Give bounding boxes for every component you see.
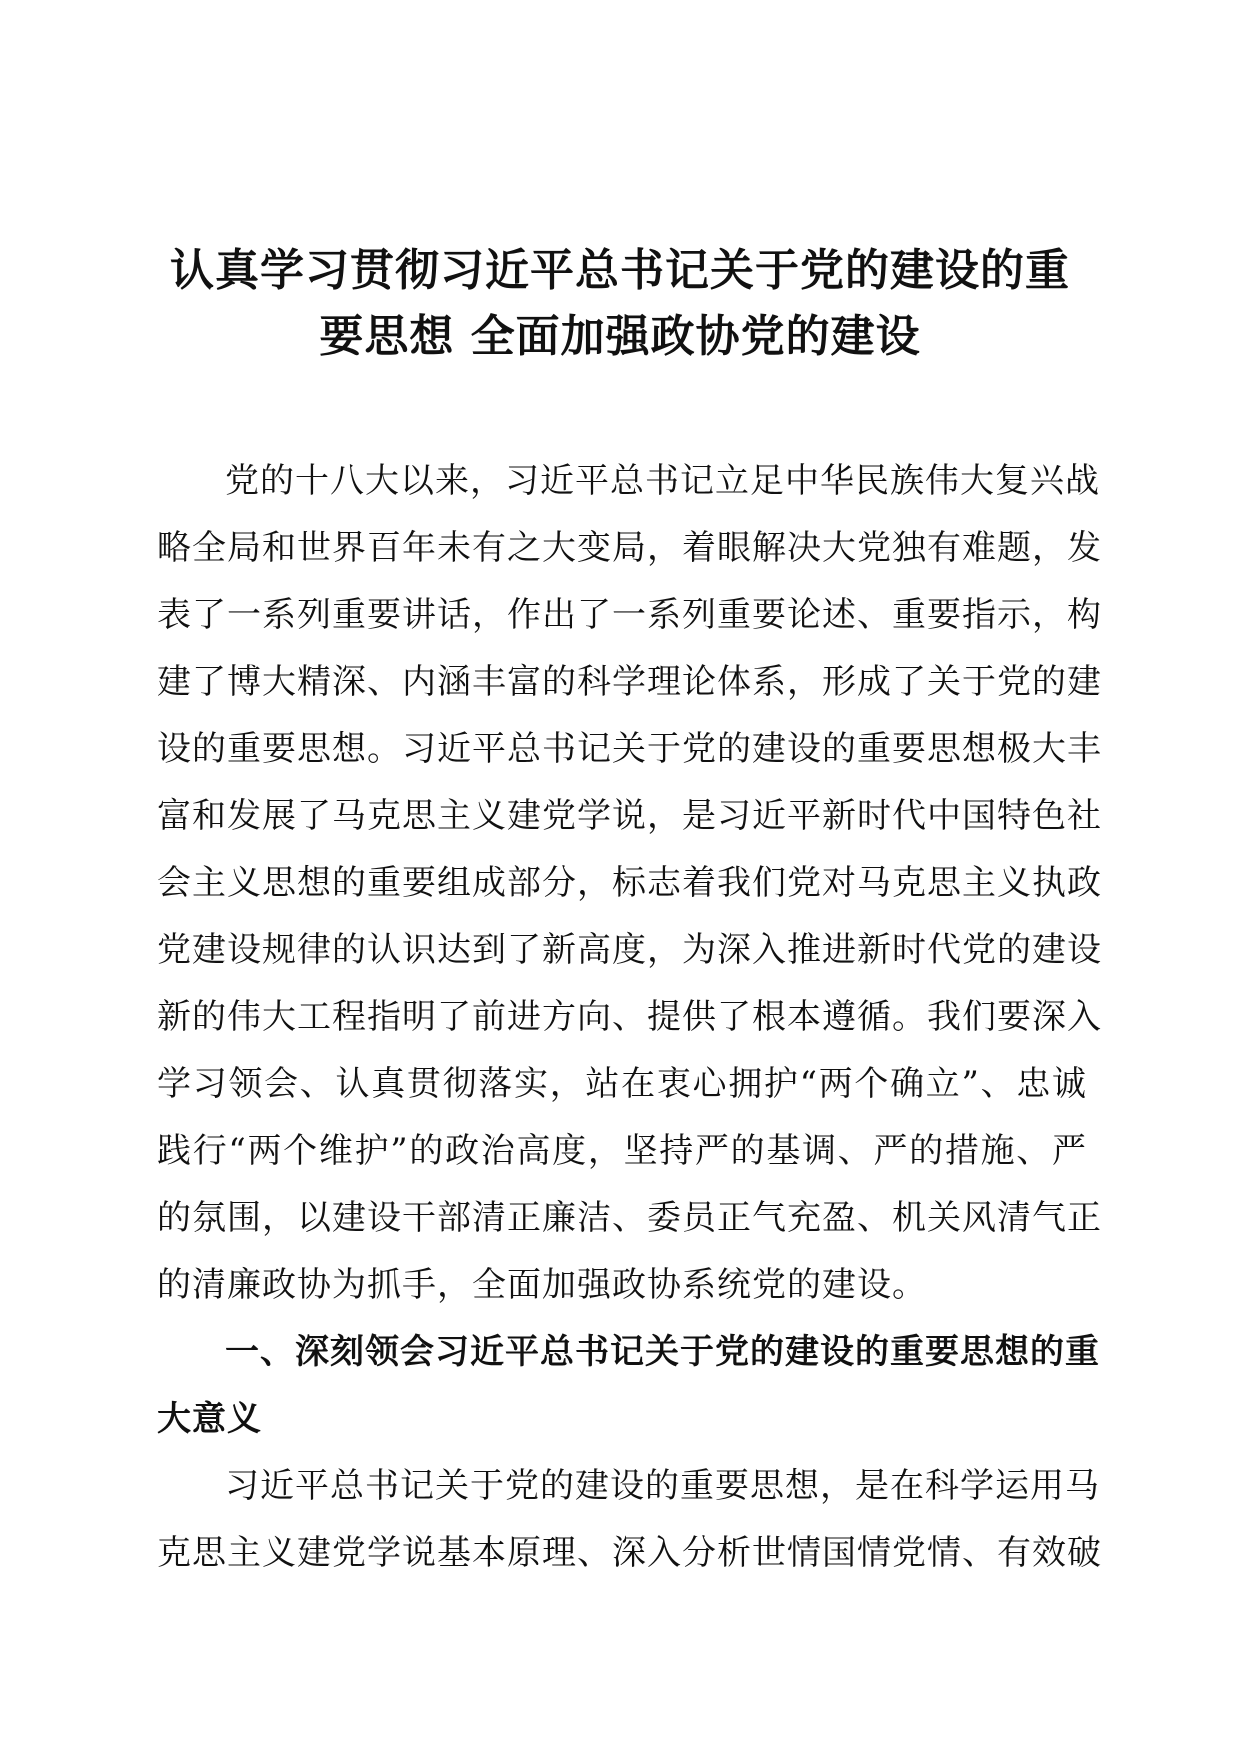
- heading-line: 一、深刻领会习近平总书记关于党的建设的重要思想的重: [225, 1332, 1100, 1372]
- title-line: 认真学习贯彻习近平总书记关于党的建设的重: [170, 245, 1070, 296]
- paragraph-line: 党建设规律的认识达到了新高度，为深入推进新时代党的建设: [157, 930, 1102, 970]
- title-line: 要思想 全面加强政协党的建设: [319, 311, 921, 362]
- heading-line: 大意义: [157, 1399, 262, 1439]
- paragraph-line: 学习领会、认真贯彻落实，站在衷心拥护“两个确立”、忠诚: [157, 1064, 1087, 1104]
- paragraph-line: 会主义思想的重要组成部分，标志着我们党对马克思主义执政: [157, 863, 1102, 903]
- document-body: [157, 448, 1102, 1587]
- paragraph-line: 略全局和世界百年未有之大变局，着眼解决大党独有难题，发: [157, 528, 1102, 568]
- paragraph-line: 新的伟大工程指明了前进方向、提供了根本遵循。我们要深入: [157, 997, 1102, 1037]
- paragraph-line: 的清廉政协为抓手，全面加强政协系统党的建设。: [157, 1265, 927, 1305]
- section-heading-1: [157, 1319, 1100, 1453]
- paragraph-line: 践行“两个维护”的政治高度，坚持严的基调、严的措施、严: [157, 1131, 1087, 1171]
- paragraph-intro: [157, 448, 1102, 1319]
- paragraph-line: 富和发展了马克思主义建党学说，是习近平新时代中国特色社: [157, 796, 1102, 836]
- paragraph-line: 建了博大精深、内涵丰富的科学理论体系，形成了关于党的建: [157, 662, 1102, 702]
- paragraph-line: 党的十八大以来，习近平总书记立足中华民族伟大复兴战: [225, 461, 1100, 501]
- paragraph-line: 习近平总书记关于党的建设的重要思想，是在科学运用马: [225, 1466, 1100, 1506]
- paragraph-line: 的氛围，以建设干部清正廉洁、委员正气充盈、机关风清气正: [157, 1198, 1102, 1238]
- paragraph-section-1: [157, 1453, 1102, 1587]
- paragraph-line: 设的重要思想。习近平总书记关于党的建设的重要思想极大丰: [157, 729, 1102, 769]
- document-title: [150, 238, 1090, 370]
- paragraph-line: 克思主义建党学说基本原理、深入分析世情国情党情、有效破: [157, 1533, 1102, 1573]
- paragraph-line: 表了一系列重要讲话，作出了一系列重要论述、重要指示，构: [157, 595, 1102, 635]
